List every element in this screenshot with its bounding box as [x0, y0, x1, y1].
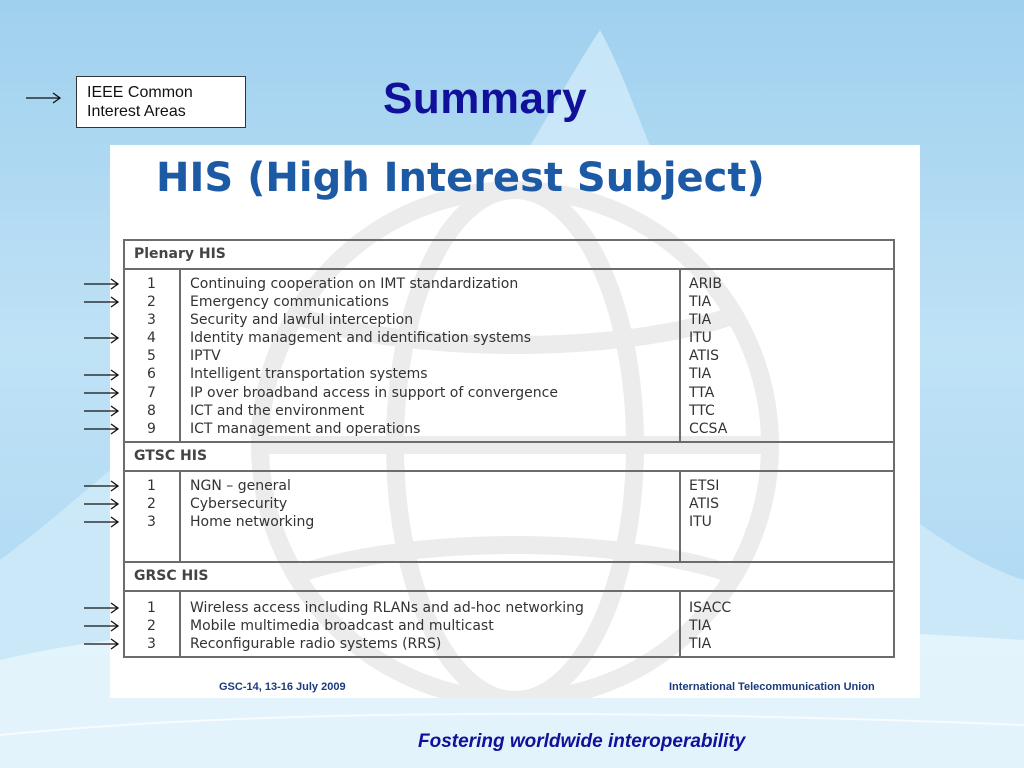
- row-number-column: [125, 472, 181, 561]
- row-org: ITU: [689, 330, 712, 347]
- row-org: CCSA: [689, 420, 728, 437]
- row-org: TIA: [689, 294, 712, 311]
- slide-title: Summary: [383, 74, 588, 123]
- row-subject: Reconfigurable radio systems (RRS): [190, 636, 442, 653]
- row-marker-arrow-icon: [84, 369, 120, 381]
- row-number: 5: [147, 348, 156, 365]
- row-number: 3: [147, 514, 156, 531]
- row-marker-arrow-icon: [84, 498, 120, 510]
- row-subject: Security and lawful interception: [190, 312, 414, 329]
- row-org: ARIB: [689, 276, 723, 292]
- row-subject-column: [181, 472, 681, 561]
- row-subject-column: [181, 270, 681, 441]
- row-subject: Continuing cooperation on IMT standardization: [190, 276, 519, 292]
- row-subject: Intelligent transportation systems: [190, 366, 428, 383]
- row-org-column: [681, 270, 893, 441]
- legend-arrow-icon: [26, 92, 62, 104]
- row-number: 4: [147, 330, 156, 347]
- row-number: 1: [147, 477, 156, 494]
- row-number: 3: [147, 636, 156, 653]
- row-org: ITU: [689, 514, 712, 531]
- row-org: ATIS: [689, 495, 720, 512]
- row-number: 3: [147, 312, 156, 329]
- row-subject: Cybersecurity: [190, 495, 288, 512]
- section-title: GTSC HIS: [125, 443, 893, 472]
- row-org: TTA: [689, 384, 715, 401]
- row-subject: Home networking: [190, 514, 315, 531]
- his-table: [123, 239, 895, 658]
- row-number: 2: [147, 618, 156, 635]
- row-number: 1: [147, 276, 156, 292]
- row-org: TIA: [689, 312, 712, 329]
- row-org-column: [681, 472, 893, 561]
- row-marker-arrow-icon: [84, 638, 120, 650]
- row-marker-arrow-icon: [84, 620, 120, 632]
- row-subject: Mobile multimedia broadcast and multicast: [190, 618, 494, 635]
- row-subject: Emergency communications: [190, 294, 389, 311]
- row-subject: IP over broadband access in support of convergence: [190, 384, 558, 401]
- row-marker-arrow-icon: [84, 387, 120, 399]
- row-subject: IPTV: [190, 348, 221, 365]
- section-title: GRSC HIS: [125, 563, 893, 592]
- row-number: 2: [147, 495, 156, 512]
- section-title: Plenary HIS: [125, 241, 893, 270]
- row-marker-arrow-icon: [84, 332, 120, 344]
- row-marker-arrow-icon: [84, 405, 120, 417]
- row-subject-column: [181, 592, 681, 656]
- row-org: ISACC: [689, 600, 732, 617]
- row-subject: ICT and the environment: [190, 402, 365, 419]
- row-subject: Wireless access including RLANs and ad-hoc networking: [190, 600, 584, 617]
- row-number: 2: [147, 294, 156, 311]
- row-org: TTC: [689, 402, 715, 419]
- row-marker-arrow-icon: [84, 516, 120, 528]
- footer-event: GSC-14, 13-16 July 2009: [214, 681, 351, 693]
- row-number: 8: [147, 402, 156, 419]
- row-number-column: [125, 592, 181, 656]
- row-marker-arrow-icon: [84, 602, 120, 614]
- section-body: [125, 592, 893, 656]
- row-subject: NGN – general: [190, 477, 291, 494]
- row-subject: Identity management and identification systems: [190, 330, 532, 347]
- row-number-column: [125, 270, 181, 441]
- legend-box: [76, 76, 246, 128]
- row-number: 1: [147, 600, 156, 617]
- row-org: ETSI: [689, 477, 720, 494]
- legend-line: Interest Areas: [87, 103, 186, 120]
- row-marker-arrow-icon: [84, 480, 120, 492]
- row-org: ATIS: [689, 348, 720, 365]
- row-subject: ICT management and operations: [190, 420, 421, 437]
- section-body: [125, 472, 893, 563]
- panel-heading: HIS (High Interest Subject): [156, 155, 765, 201]
- row-marker-arrow-icon: [84, 423, 120, 435]
- row-number: 9: [147, 420, 156, 437]
- row-marker-arrow-icon: [84, 278, 120, 290]
- row-org: TIA: [689, 618, 712, 635]
- row-marker-arrow-icon: [84, 296, 120, 308]
- row-org: TIA: [689, 636, 712, 653]
- row-org-column: [681, 592, 893, 656]
- row-number: 6: [147, 366, 156, 383]
- legend-line: IEEE Common: [87, 84, 193, 101]
- tagline: Fostering worldwide interoperability: [418, 731, 746, 752]
- footer-org: International Telecommunication Union: [664, 681, 880, 693]
- row-org: TIA: [689, 366, 712, 383]
- section-body: [125, 270, 893, 443]
- row-number: 7: [147, 384, 156, 401]
